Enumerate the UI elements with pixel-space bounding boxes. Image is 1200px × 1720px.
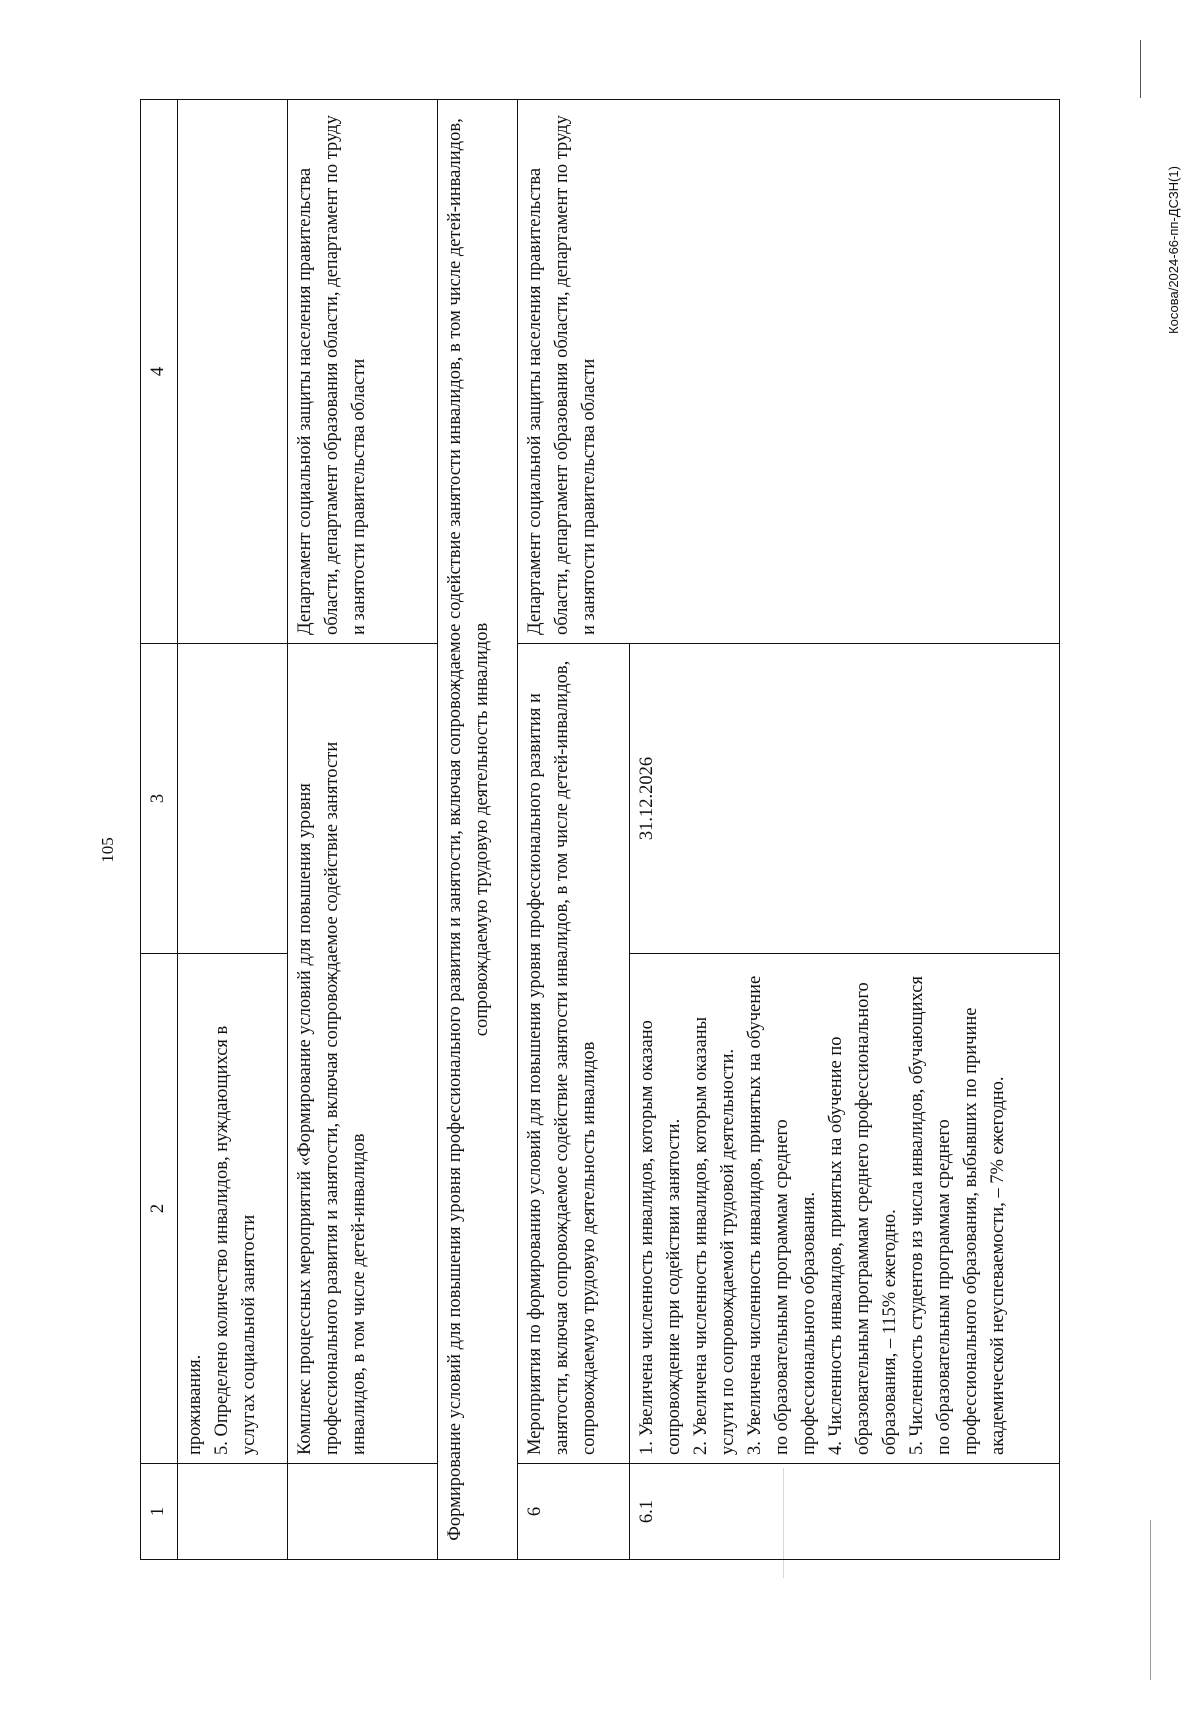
result-item: 2. Увеличена численность инвалидов, которым оказаны услуги по сопровождаемой трудовой деятельности. [691,1016,738,1455]
continued-text-cell [178,954,288,1464]
responsible-cell: Департамент социальной защиты населения правительства области, департамент образования области, департамент по труду и занятости правительства области [518,100,1060,644]
row-number-cell: 6.1 [630,1464,1060,1560]
responsible-cell: Департамент социальной защиты населения правительства области, департамент образования области, департамент по труду и занятости правительства области [288,100,438,644]
margin-rule [1140,40,1141,98]
table-row [178,100,288,1560]
result-item: 3. Увеличена численность инвалидов, принятых на обучение по образовательным программам среднего профессионального образования. [745,975,819,1455]
header-col-2: 2 [141,954,178,1464]
result-item: 1. Увеличена численность инвалидов, которым оказано сопровождение при содействии занятости. [637,1020,684,1455]
row-number-cell [178,1464,288,1560]
header-col-3: 3 [141,644,178,954]
row-number-cell: 6 [518,1464,630,1560]
complex-title-cell: Комплекс процессных мероприятий «Формирование условий для повышения уровня профессионального развития и занятости, включая сопровождаемое содействие занятости инвалидов, в том числе детей-инвалидов [288,644,438,1464]
table-row [288,100,438,1560]
margin-rule [1150,1520,1151,1680]
page-number: 105 [98,837,117,863]
measure-title-cell: Мероприятия по формированию условий для повышения уровня профессионального развития и занятости, включая сопровождаемое содействие занятости инвалидов, в том числе детей-инвалидов, сопровождаемую трудовую деятельность инвалидов [518,644,630,1464]
continued-line: 5. Определено количество инвалидов, нуждающихся в услугах социальной занятости [212,1025,259,1455]
result-item: 4. Численность инвалидов, принятых на обучение по образовательным программам среднего профессионального образования, – 115% ежегодно. [826,982,900,1455]
section-header-cell: Формирование условий для повышения уровня профессионального развития и занятости, включая сопровождаемое содействие занятости инвалидов, в том числе детей-инвалидов, сопровождаемую трудовую деятельность инвалидов [438,100,518,1560]
deadline-cell [178,644,288,954]
document-code: Косова/2024-66-пп-ДСЗН(1) [1166,166,1181,334]
continued-line: проживания. [185,1354,205,1455]
deadline-cell: 31.12.2026 [630,644,1060,954]
result-item: 5. Численность студентов из числа инвалидов, обучающихся по образовательным программам среднего профессионального образования, выбывших по причине академической неуспеваемости, – 7% ежегодно. [907,976,1008,1455]
section-header-row [438,100,518,1560]
table-row [518,100,630,1560]
header-col-1: 1 [141,1464,178,1560]
results-cell [630,954,1060,1464]
header-row [141,100,178,1560]
responsible-cell [178,100,288,644]
rotated-table-container [140,100,1060,1560]
row-number-cell [288,1464,438,1560]
plan-table [140,99,1060,1560]
header-col-4: 4 [141,100,178,644]
